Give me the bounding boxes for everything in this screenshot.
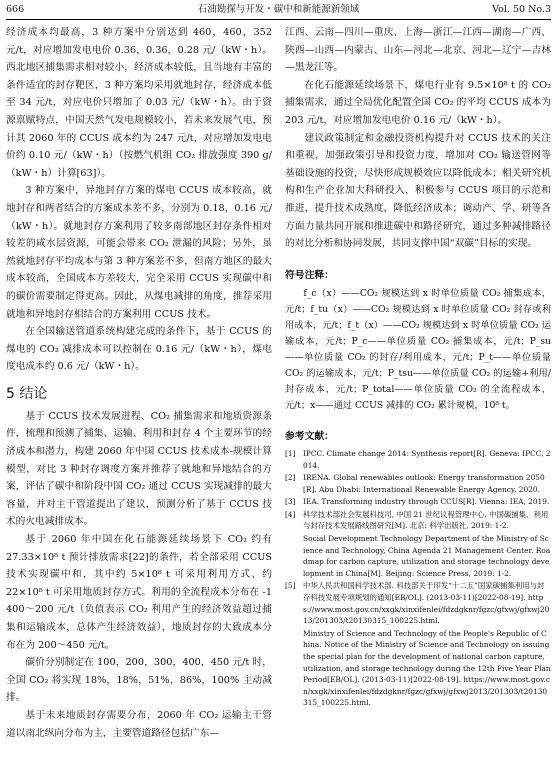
conclusion-paragraph: 基于未来地质封存需要分布，2060 年 CO₂ 运输主干管道以南北纵向分布为主，主要管道路径包括广东—: [6, 709, 272, 739]
volume-issue: Vol. 50 No.3: [492, 4, 551, 15]
reference-list: [285, 448, 551, 709]
reference-item: [285, 472, 551, 495]
paragraph: 建议政策制定和金融投资机构提升对 CCUS 技术的关注和重视，加强政策引导和投资力度，增加对 CO₂ 输送管网等基础设施的投资，尽快形成规模效应以降低成本；相关研究机构和生产企业加大科研投入，积极参与 CCUS 项目的示范和推进，提升技术成熟度，降低经济成本；调动产、学、研等各方面力量共同开展和推进碳中和路径研究，通过多种减排路径的对比分析和协同发展，共同支撑中国“双碳”目标的实现。: [285, 132, 551, 250]
reference-text: 中华人民共和国科学技术部. 科技部关于印发“十二五”国家碳捕集利用与封存科技发展专项规划的通知[EB/OL]. (2013-03-11)[2022-08-19]. https://www.most.gov.cn/xxgk/xinxifenlei/fdzdgknr/fgzc/gfxwj/gfxwj2013/201303/t20130315_100225.html.: [303, 581, 550, 626]
journal-title: 石油勘探与开发・碳中和新能源新领域: [197, 4, 360, 15]
paragraph: 3 种方案中，异地封存方案的煤电 CCUS 成本较高，就地封存和两者结合的方案成本差不多，分别为 0.18，0.16 元/（kW・h）。就地封存方案利用了较多南部地区封存条件相对较差的咸水层资源，可能会带来 CO₂ 泄漏的风险；另外，虽然就地封存平均成本与第 3 种方案差不多，但南方地区的最大成本较高，全国成本方差较大，完全采用 CCUS 实现碳中和的碳价需要制定得更高。因此，从煤电减排的角度，推荐采用就地和异地封存相结合的方案利用 CCUS 技术。: [6, 185, 272, 320]
reference-item: [285, 509, 551, 580]
reference-number: [4]: [285, 509, 296, 519]
references-heading: 参考文献：: [285, 431, 334, 443]
paragraph: 经济成本均最高，3 种方案中分别达到 460，460，352 元/t，对应增加发电电价 0.36，0.36，0.28 元/（kW・h）。西北地区捕集需求相对较小，经济成本较低，且当地有丰富的条件适宜的封存靶区，3 种方案均采用就地封存，经济成本低至 34 元/t，对应电价只增加了 0.03 元/（kW・h）。由于资源禀赋特点，中国天然气发电规模较小，若未来发展气电，预计其 2060 年的 CCUS 成本约为 247 元/t，对应增加发电电价约 0.10 元/（kW・h）（按燃气机组 CO₂ 排放强度 390 g/（kW・h）计算[63]）。: [6, 27, 272, 179]
reference-item: [285, 448, 551, 471]
section-heading-conclusion: 5 结论: [6, 385, 48, 402]
conclusion-paragraph: 基于 2060 年中国在化石能源延续场景下 CO₂ 约有 27.33×10⁸ t 预计排放需求[22]的条件，若全部采用 CCUS 技术实现碳中和，其中约 5×10⁸ t 可采用利用方式、约 22×10⁸ t 可采用地质封存方式。利用的全流程成本分布在 -1 400～200 元/t（负值表示 CO₂ 利用产生的经济效益超过捕集和运输成本，总体产生经济效益），地质封存的大致成本分布在为 200～450 元/t。: [6, 534, 272, 651]
page-number: 666: [6, 4, 25, 15]
reference-item: [285, 580, 551, 709]
right-column: [285, 24, 551, 765]
conclusion-paragraph: 基于 CCUS 技术发展进程、CO₂ 捕集需求和地质资源条件，梳理和预测了捕集、运输、利用和封存 4 个主要环节的经济成本和潜力，构建 2060 年中国 CCUS 技术成本-规模计算模型，对比 3 种封存调度方案并推荐了就地和异地结合的方案，评估了碳中和阶段中国 CO₂ 通过 CCUS 实现减排的最大容量，并对主干管道提出了建议，预测分析了基于 CCUS 技术的火电减排成本。: [6, 410, 272, 528]
running-header: [6, 0, 551, 20]
reference-text: IEA. Transforming industry through CCUS[R]. Vienna: IEA, 2019.: [303, 497, 550, 507]
reference-text: IRENA. Global renewables outlook: Energy transformation 2050[R]. Abu Dhabi: International Renewable Energy Agency, 2020.: [303, 473, 545, 494]
paragraph: 江西、云南—四川—重庆、上海—浙江—江西—湖南—广西、陕西—山西—内蒙古、山东—河北—北京、河北—辽宁—吉林—黑龙江等。: [285, 27, 551, 74]
reference-number: [3]: [285, 497, 296, 507]
reference-item: [285, 496, 551, 508]
reference-number: [2]: [285, 473, 296, 483]
reference-text-english: Ministry of Science and Technology of the People's Republic of China. Notice of the Ministry of Science and Technology on issuing the special plan for the development of national carbon capture, utilization, and storage technology during the 12th Five Year Plan Period[EB/OL]. (2013-03-11)[2022-08-19]. https://www.most.gov.cn/xxgk/xinxifenlei/fdzdgknr/fgzc/gfxwj/gfxwj2013/201303/t20130315_100225.html.: [303, 628, 551, 708]
paragraph: 在化石能源延续场景下，煤电行业有 9.5×10⁸ t 的 CO₂ 捕集需求，通过全局优化配置全国 CO₂ 的平均 CCUS 成本为 203 元/t，对应增加发电电价 0.16 元/（kW・h）。: [285, 79, 551, 126]
reference-number: [1]: [285, 448, 296, 458]
reference-text-english: Social Development Technology Department of the Ministry of Science and Technology, China Agenda 21 Management Center. Roadmap for carbon capture, utilization and storage technology development in China[M]. Beijing: Science Press, 2019: 1-2.: [303, 534, 551, 578]
symbol-notes-heading: 符号注释：: [285, 269, 334, 281]
symbol-notes: f_c（x）——CO₂ 规模达到 x 时单位质量 CO₂ 捕集成本，元/t；f_tu（x）——CO₂ 规模达到 x 时单位质量 CO₂ 封存或利用成本，元/t；f_t（x）——CO₂ 规模达到 x 时单位质量 CO₂ 运输成本，元/t；P_c——单位质量 CO₂ 捕集成本，元/t；P_su——单位质量 CO₂ 的封存/利用成本，元/t；P_t——单位质量 CO₂ 的运输成本，元/t；P_tsu——单位质量 CO₂ 的运输+利用/封存成本，元/t；P_total——单位质量 CO₂ 的全流程成本，元/t；x——通过 CCUS 减排的 CO₂ 累计规模，10⁸ t。: [285, 288, 551, 412]
conclusion-paragraph: 碳价分别制定在 100，200，300，400，450 元/t 时，全国 CO₂ 将实现 18%，18%，51%，86%，100% 主动减排。: [6, 657, 272, 704]
left-column: [6, 24, 272, 765]
reference-number: [5]: [285, 581, 296, 591]
reference-text: 科学技术部社会发展科技司, 中国 21 世纪议程管理中心. 中国碳捕集、利用与封存技术发展路线图研究[M]. 北京: 科学出版社, 2019: 1-2.: [303, 509, 549, 531]
reference-text: IPCC. Climate change 2014: Synthesis report[R]. Geneva: IPCC, 2014.: [303, 448, 551, 470]
paragraph: 在全国输送管道系统构建完成的条件下，基于 CCUS 的煤电的 CO₂ 减排成本可以控制在 0.16 元/（kW・h），煤电度电成本约 0.6 元/（kW・h）。: [6, 326, 272, 373]
